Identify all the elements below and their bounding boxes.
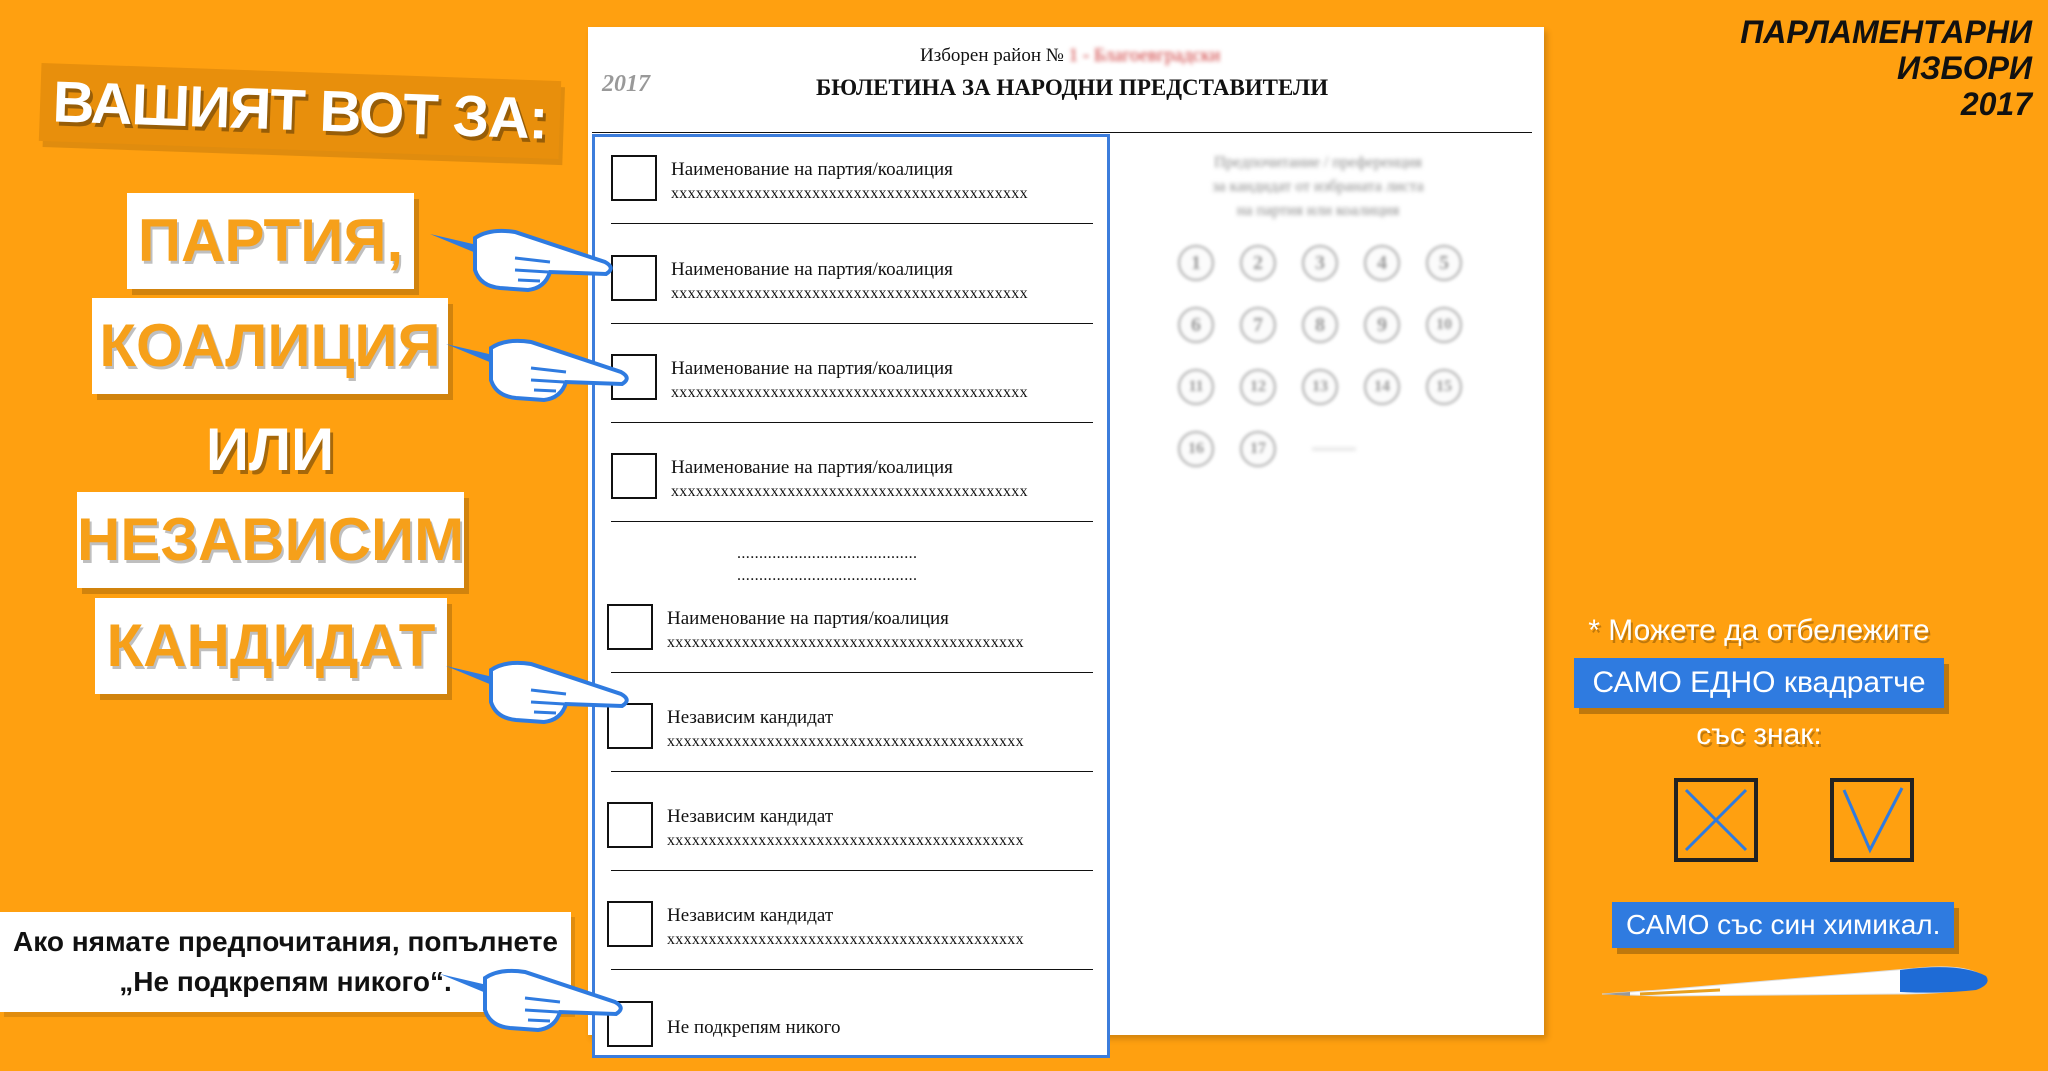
election-title-line-3: 2017 [1960,86,2032,122]
party-placeholder: xxxxxxxxxxxxxxxxxxxxxxxxxxxxxxxxxxxxxxxxxxx [671,185,1028,202]
ballot-year: 2017 [602,71,650,97]
preference-number-12[interactable]: 12 [1240,369,1276,405]
independent-name: Независим кандидат [667,707,834,728]
row-divider [611,771,1093,772]
headline-banner [39,63,561,159]
pointing-hand-icon [430,218,630,298]
independent-placeholder: xxxxxxxxxxxxxxxxxxxxxxxxxxxxxxxxxxxxxxxxxxx [667,733,1024,750]
preference-number-14[interactable]: 14 [1364,369,1400,405]
preference-number-11[interactable]: 11 [1178,369,1214,405]
or-label [180,410,360,490]
blue-pen-icon [1600,960,2000,1010]
independent-label-text: НЕЗАВИСИМ [77,506,465,573]
check-mark-example-icon [1830,778,1914,862]
preference-number-15[interactable]: 15 [1426,369,1462,405]
pen-note [1612,902,1954,948]
ellipsis-line-1: ......................................... [737,545,918,562]
none-label: Не подкрепям никого [667,1017,841,1038]
ballot-district [920,45,1220,67]
independent-placeholder: xxxxxxxxxxxxxxxxxxxxxxxxxxxxxxxxxxxxxxxxxxx [667,832,1024,849]
independent-checkbox[interactable] [607,901,653,947]
preference-more: ........... [1312,437,1356,454]
row-divider [611,422,1093,423]
independent-name: Независим кандидат [667,905,834,926]
party-name: Наименование на партия/коалиция [671,259,953,280]
ballot-choice-column [592,134,1110,1058]
instruction-line-3: със знак: [1696,718,1822,751]
election-title [1740,14,2032,122]
election-title-line-2: ИЗБОРИ [1896,50,2032,86]
coalition-label-text: КОАЛИЦИЯ [99,312,441,379]
row-divider [611,323,1093,324]
candidate-label-text: КАНДИДАТ [106,612,436,679]
hint-line-2: „Не подкрепям никого“. [119,966,452,997]
preference-number-1[interactable]: 1 [1178,245,1214,281]
independent-label [77,492,464,588]
pen-note-text: САМО със син химикал. [1612,902,1954,948]
party-placeholder: xxxxxxxxxxxxxxxxxxxxxxxxxxxxxxxxxxxxxxxxxxx [671,384,1028,401]
party-placeholder: xxxxxxxxxxxxxxxxxxxxxxxxxxxxxxxxxxxxxxxxxxx [671,483,1028,500]
party-placeholder: xxxxxxxxxxxxxxxxxxxxxxxxxxxxxxxxxxxxxxxxxxx [671,285,1028,302]
party-name: Наименование на партия/коалиция [671,457,953,478]
district-number: 1 - Благоевградски [1068,45,1221,66]
preference-number-3[interactable]: 3 [1302,245,1338,281]
preference-number-2[interactable]: 2 [1240,245,1276,281]
preference-text-3: на партия или коалиция [1236,202,1400,219]
district-label: Изборен район № [920,45,1064,66]
or-label-text: ИЛИ [205,416,335,483]
hint-line-1: Ако нямате предпочитания, попълнете [13,926,558,957]
preference-number-5[interactable]: 5 [1426,245,1462,281]
party-checkbox[interactable] [611,453,657,499]
preference-number-4[interactable]: 4 [1364,245,1400,281]
party-name: Наименование на партия/коалиция [671,358,953,379]
instruction-line-1: * Можете да отбележите [1588,614,1930,647]
party-label-text: ПАРТИЯ, [137,207,404,274]
preference-number-7[interactable]: 7 [1240,307,1276,343]
headline-text: ВАШИЯТ ВОТ ЗА: [51,69,549,152]
preference-number-6[interactable]: 6 [1178,307,1214,343]
election-title-line-1: ПАРЛАМЕНТАРНИ [1740,14,2032,50]
party-name: Наименование на партия/коалиция [671,159,953,180]
party-label [127,193,414,289]
candidate-label [95,598,447,694]
ellipsis-line-2: ......................................... [737,567,918,584]
x-mark-example-icon [1674,778,1758,862]
preference-number-16[interactable]: 16 [1178,431,1214,467]
row-divider [611,969,1093,970]
row-divider [611,223,1093,224]
party-checkbox[interactable] [607,604,653,650]
preference-text-1: Предпочитание / преференция [1214,154,1422,171]
ballot-header-rule [592,132,1532,133]
pointing-hand-icon [446,650,646,730]
row-divider [611,672,1093,673]
preference-text-2: за кандидат от избраната листа [1212,178,1424,195]
pointing-hand-icon [440,958,640,1038]
coalition-label [92,298,448,394]
independent-name: Независим кандидат [667,806,834,827]
preference-number-17[interactable]: 17 [1240,431,1276,467]
preference-number-13[interactable]: 13 [1302,369,1338,405]
party-name: Наименование на партия/коалиция [667,608,949,629]
only-one-box-highlight: САМО ЕДНО квадратче [1574,658,1943,708]
ballot-title: БЮЛЕТИНА ЗА НАРОДНИ ПРЕДСТАВИТЕЛИ [816,75,1329,100]
marking-instructions [1544,612,1974,754]
party-checkbox[interactable] [611,155,657,201]
preference-number-8[interactable]: 8 [1302,307,1338,343]
independent-placeholder: xxxxxxxxxxxxxxxxxxxxxxxxxxxxxxxxxxxxxxxxxxx [667,931,1024,948]
row-divider [611,521,1093,522]
row-divider [611,870,1093,871]
pointing-hand-icon [446,328,646,408]
preference-number-10[interactable]: 10 [1426,307,1462,343]
independent-checkbox[interactable] [607,802,653,848]
preference-number-9[interactable]: 9 [1364,307,1400,343]
party-placeholder: xxxxxxxxxxxxxxxxxxxxxxxxxxxxxxxxxxxxxxxxxxx [667,634,1024,651]
preference-title [1168,151,1468,223]
